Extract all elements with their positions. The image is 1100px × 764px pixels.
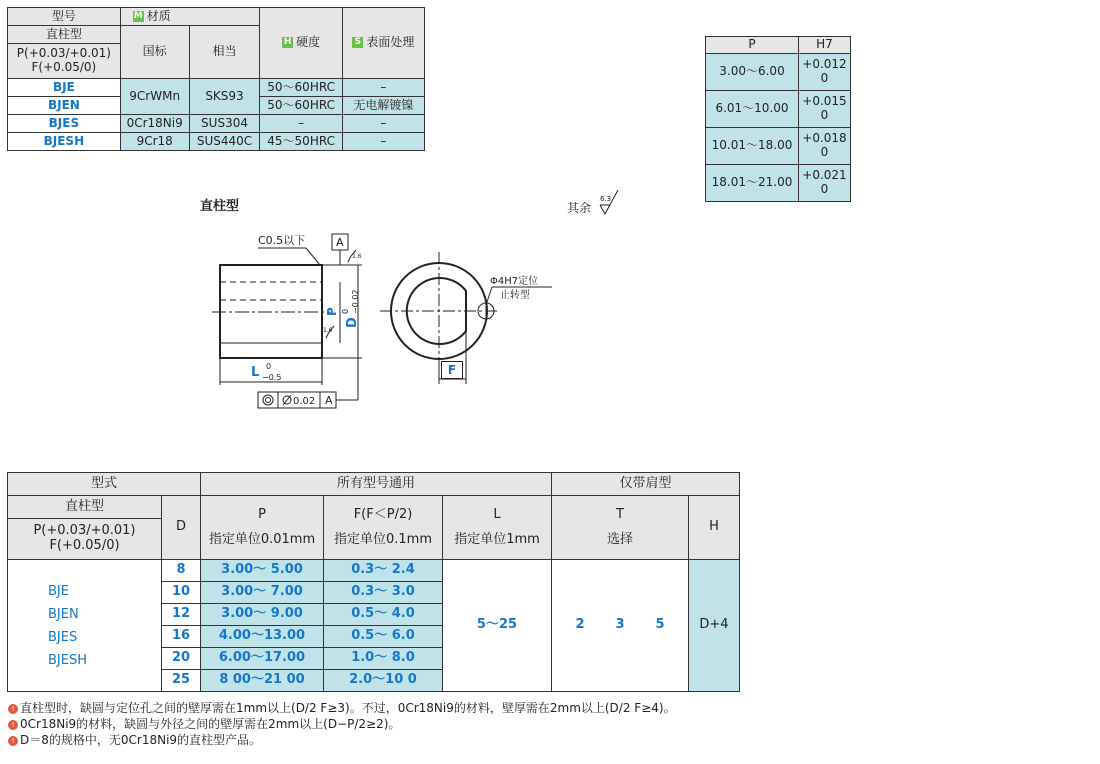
model-cell: BJE [8,79,121,97]
material-icon: M [133,10,143,21]
datum-label: A [336,236,344,249]
header-straight: 直柱型 [8,26,121,44]
model-label: BJESH [48,652,87,668]
header-material: M 材质 [120,8,260,26]
p-cell: 3.00～ 9.00 [201,604,324,626]
warning-icon: ! [8,736,18,746]
header-l: L 指定单位1mm [443,496,552,560]
header-p: P 指定单位0.01mm [201,496,324,560]
note-item: ! D＝8的规格中，无0Cr18Ni9的直柱型产品。 [8,732,676,748]
d-tol-top: 0 [341,308,350,314]
p-cell: 4.00～13.00 [201,626,324,648]
f-cell: 0.3～ 3.0 [324,582,443,604]
p-cell: 8 00～21 00 [201,670,324,692]
gb-cell: 9CrWMn [120,79,189,115]
h7-cell: +0.015 0 [799,91,851,128]
pin-label-2: 止转型 [500,290,530,301]
p-range-cell: 3.00～6.00 [706,54,799,91]
concentricity-value: 0.02 [293,396,316,407]
d-cell: 10 [162,582,201,604]
header-surface: S 表面处理 [342,8,424,79]
header-p: P [706,37,799,54]
d-tol-bot: −0.02 [351,289,360,314]
header-equiv: 相当 [189,26,260,79]
header-hardness: H 硬度 [260,8,342,79]
header-f: F(F＜P/2) 指定单位0.1mm [324,496,443,560]
d-cell: 16 [162,626,201,648]
hardness-icon: H [283,37,292,48]
d-cell: 8 [162,560,201,582]
p-cell: 3.00～ 5.00 [201,560,324,582]
header-d: D [162,496,201,560]
f-cell: 0.3～ 2.4 [324,560,443,582]
d-label: D [345,317,360,328]
l-label: L [251,365,260,380]
note-item: ! 0Cr18Ni9的材料，缺圆与外径之间的壁厚需在2mm以上(D−P/2≥2)。 [8,716,676,732]
p-cell: 3.00～ 7.00 [201,582,324,604]
header-straight: 直柱型 [8,496,162,519]
d-cell: 25 [162,670,201,692]
models-cell [8,560,162,692]
roughness-bottom: 1.6 [323,327,333,334]
hardness-cell: 45～50HRC [260,133,342,151]
l-cell: 5～25 [443,560,552,692]
header-t: T 选择 [552,496,689,560]
equiv-cell: SUS304 [189,115,260,133]
header-h: H [689,496,740,560]
header-common: 所有型号通用 [201,473,552,496]
l-tol-top: 0 [266,362,272,371]
header-h7: H7 [799,37,851,54]
header-tolerance: P(+0.03/+0.01) F(+0.05/0) [8,519,162,560]
h7-cell: +0.012 0 [799,54,851,91]
f-cell: 1.0～ 8.0 [324,648,443,670]
roughness-top: 1.6 [352,253,362,260]
surface-icon: S [352,37,363,48]
header-type: 型式 [8,473,201,496]
warning-icon: ! [8,720,18,730]
hardness-cell: 50～60HRC [260,79,342,97]
d-cell: 20 [162,648,201,670]
surface-cell: – [342,133,424,151]
model-label: BJES [48,629,78,645]
hardness-cell: – [260,115,342,133]
model-cell: BJESH [8,133,121,151]
p-label: P [325,307,339,316]
gb-cell: 9Cr18 [120,133,189,151]
warning-icon: ! [8,704,18,714]
chamfer-label: C0.5以下 [258,234,306,247]
l-tol-bot: −0.5 [262,373,282,382]
f-cell: 0.5～ 6.0 [324,626,443,648]
p-range-cell: 6.01～10.00 [706,91,799,128]
equiv-cell: SKS93 [189,79,260,115]
concentricity-datum: A [325,394,333,407]
drawing-title: 直柱型 [200,199,240,214]
hardness-cell: 50～60HRC [260,97,342,115]
f-cell: 0.5～ 4.0 [324,604,443,626]
front-view-bore [407,278,466,344]
model-cell: BJES [8,115,121,133]
model-cell: BJEN [8,97,121,115]
spec-table [7,472,740,692]
header-gb: 国标 [120,26,189,79]
f-cell: 2.0～10 0 [324,670,443,692]
pin-label-1: Φ4H7定位 [490,276,539,287]
model-label: BJE [48,583,69,599]
rest-roughness-label: 其余 [567,201,592,215]
header-tolerance: P(+0.03/+0.01) F(+0.05/0) [8,44,121,79]
p-range-cell: 18.01～21.00 [706,165,799,202]
h7-cell: +0.018 0 [799,128,851,165]
surface-cell: – [342,115,424,133]
surface-cell: – [342,79,424,97]
rest-roughness-value: 6.3 [600,195,612,203]
d-cell: 12 [162,604,201,626]
surface-cell: 无电解镀镍 [342,97,424,115]
h7-cell: +0.021 0 [799,165,851,202]
equiv-cell: SUS440C [189,133,260,151]
header-shoulder: 仅带肩型 [552,473,740,496]
p-range-cell: 10.01～18.00 [706,128,799,165]
gb-cell: 0Cr18Ni9 [120,115,189,133]
header-model: 型号 [8,8,121,26]
model-label: BJEN [48,606,79,622]
note-item: ! 直柱型时，缺圆与定位孔之间的壁厚需在1mm以上(D/2 F≥3)。不过，0Cr18Ni9的材料，壁厚需在2mm以上(D/2 F≥4)。 [8,700,676,716]
notes [8,700,676,748]
h-cell: D+4 [689,560,740,692]
f-label: F [441,361,463,379]
t-cell: 2 3 5 [552,560,689,692]
p-cell: 6.00～17.00 [201,648,324,670]
